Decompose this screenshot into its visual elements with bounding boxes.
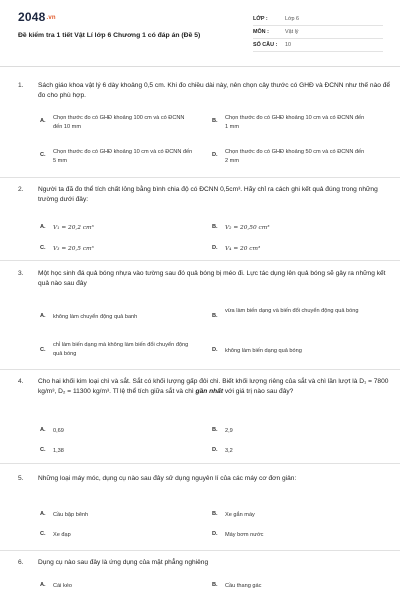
question-text-part: Cho hai khối kim loại chì và sắt. Sắt có khối lượng gấp đôi chì. Biết khối lượng riêng của sắt và chì lần lượt là D₁ = 7800 kg/m³, D₂ = 11300 kg/m³. Tỉ lệ thể tích giữa sắt và chì [38,378,389,395]
option-label: A. [40,511,46,517]
option-text: 2,9 [225,428,233,434]
question-divider [0,177,400,178]
option-text: Chọn thước đo có GHĐ khoảng 10 cm và có ĐCNN đến 1 mm [225,115,365,130]
option-label: B. [212,224,218,230]
question-number: 4. [18,378,24,385]
option-text: V₁ = 20,2 cm³ [53,225,94,231]
meta-row-class [253,13,383,26]
option-label: B. [212,511,218,517]
option-text: V₃ = 20,5 cm³ [53,246,94,252]
meta-row-count [253,39,383,52]
question-text: Một học sinh đá quả bóng nhựa vào tường sau đó quả bóng bị méo đi. Lực tác dụng lên quả bóng sẽ gây ra những kết quả nào sau đây [38,270,386,287]
question-divider [0,369,400,370]
question-text-part: với giá trị nào sau đây? [223,388,294,395]
option-label: B. [212,118,218,124]
option-label: B. [212,427,218,433]
question-number: 3. [18,270,24,277]
option-text: Chọn thước đo có GHĐ khoảng 10 cm và có ĐCNN đến 5 mm [53,149,193,164]
question-text: Dụng cụ nào sau đây là ứng dụng của mặt phẳng nghiêng [38,559,209,566]
meta-value: Vật lý [285,29,299,35]
option-text: Xe đạp [53,532,71,538]
meta-table [253,13,383,52]
option-text: V₄ = 20 cm³ [225,246,261,252]
meta-key: MÔN : [253,29,269,35]
option-label: C. [40,447,46,453]
question-number: 2. [18,186,24,193]
option-label: C. [40,347,46,353]
option-text: không làm biến dạng quả bóng [225,348,302,354]
question-number: 1. [18,82,24,89]
option-label: C. [40,245,46,251]
question-emphasis: gần nhất [195,388,224,395]
option-label: A. [40,582,46,588]
option-text: không làm chuyển động quả banh [53,314,138,320]
option-text: 0,69 [53,428,64,434]
meta-value: 10 [285,42,291,48]
site-logo[interactable] [18,10,56,24]
question-divider [0,463,400,464]
option-text: 1,38 [53,448,64,454]
option-text: Cầu bập bênh [53,512,89,518]
option-label: D. [212,447,218,453]
question-divider [0,260,400,261]
question-text: Những loại máy móc, dụng cụ nào sau đây sử dụng nguyên lí của các máy cơ đơn giản: [38,475,297,482]
option-text: 3,2 [225,448,233,454]
logo-main: 2048 [18,10,46,24]
option-label: A. [40,427,46,433]
option-label: A. [40,224,46,230]
question-text: Người ta đã đo thể tích chất lỏng bằng bình chia độ có ĐCNN 0,5cm³. Hãy chỉ ra cách ghi kết quả đúng trong những trường dưới đây: [38,186,378,203]
option-text: chỉ làm biến dạng mà không làm biến đổi chuyển động quả bóng [53,342,189,357]
option-text: vừa làm biến dạng và biến đổi chuyển động quả bóng [225,308,359,314]
option-text: Cái kéo [53,583,72,589]
question-text [38,377,393,397]
option-text: Chọn thước đo có GHĐ khoảng 50 cm và có ĐCNN đến 2 mm [225,149,365,164]
option-label: A. [40,313,46,319]
option-label: B. [212,313,218,319]
question-number: 6. [18,559,24,566]
option-label: D. [212,152,218,158]
option-label: B. [212,582,218,588]
option-label: D. [212,347,218,353]
meta-key: SỐ CÂU : [253,42,278,48]
option-text: Xe gắn máy [225,512,255,518]
question-text: Sách giáo khoa vật lý 6 dày khoảng 0,5 cm. Khi đo chiều dài này, nên chọn cây thước có GHĐ và ĐCNN như thế nào để đo cho phù hợp. [38,82,391,99]
meta-row-subject [253,26,383,39]
option-text: Chọn thước đo có GHĐ khoảng 100 cm và có ĐCNN đến 10 mm [53,115,185,130]
option-label: C. [40,152,46,158]
page-header [0,0,400,66]
option-label: A. [40,118,46,124]
option-label: D. [212,531,218,537]
question-number: 5. [18,475,24,482]
option-label: D. [212,245,218,251]
document-title: Đề kiểm tra 1 tiết Vật Lí lớp 6 Chương 1 có đáp án (Đề 5) [18,32,201,39]
option-label: C. [40,531,46,537]
meta-key: LỚP : [253,16,268,22]
option-text: V₂ = 20,50 cm³ [225,225,270,231]
logo-suffix: .vn [46,15,56,21]
meta-value: Lớp 6 [285,16,300,22]
option-text: Máy bơm nước [225,532,264,538]
option-text: Cầu thang gác [225,583,262,589]
question-divider [0,550,400,551]
header-divider [0,66,400,67]
